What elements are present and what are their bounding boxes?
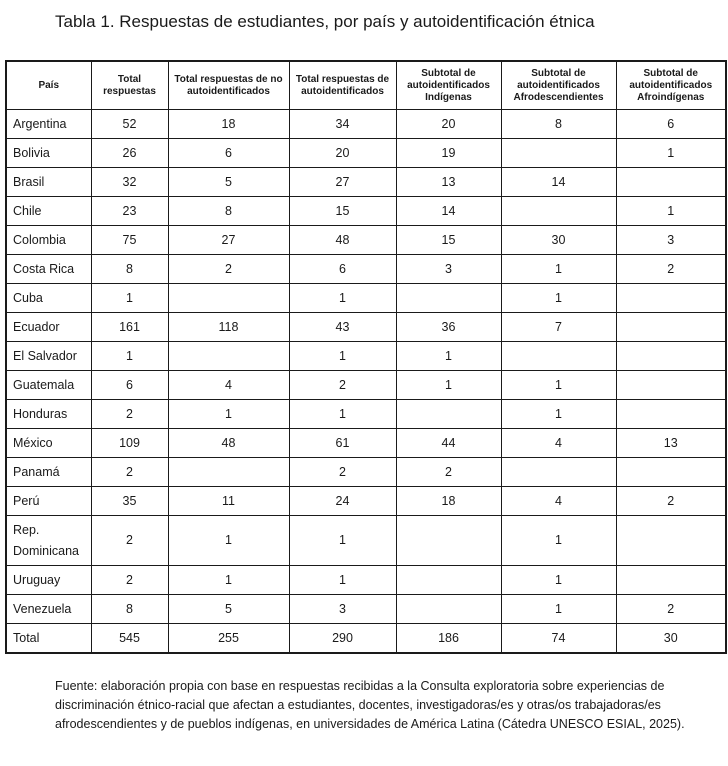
value-cell: 3 [289,595,396,624]
value-cell: 14 [396,197,501,226]
column-header: Total respuestas de autoidentificados [289,61,396,110]
table-row [6,110,726,139]
value-cell: 2 [91,400,168,429]
value-cell: 8 [168,197,289,226]
table-row [6,342,726,371]
value-cell [616,313,726,342]
value-cell: 61 [289,429,396,458]
value-cell: 19 [396,139,501,168]
value-cell: 3 [616,226,726,255]
value-cell: 1 [289,566,396,595]
value-cell [616,566,726,595]
value-cell: 6 [289,255,396,284]
value-cell: 48 [168,429,289,458]
country-cell: México [6,429,91,458]
value-cell [168,342,289,371]
value-cell: 34 [289,110,396,139]
value-cell: 1 [501,400,616,429]
value-cell: 186 [396,624,501,654]
value-cell: 2 [616,255,726,284]
country-cell: Perú [6,487,91,516]
country-cell: Chile [6,197,91,226]
value-cell: 161 [91,313,168,342]
value-cell [616,400,726,429]
value-cell: 52 [91,110,168,139]
country-cell: Cuba [6,284,91,313]
table-row [6,139,726,168]
value-cell [616,371,726,400]
country-cell: El Salvador [6,342,91,371]
value-cell: 1 [168,566,289,595]
value-cell: 1 [616,139,726,168]
country-cell: Panamá [6,458,91,487]
value-cell: 13 [616,429,726,458]
value-cell: 1 [91,342,168,371]
value-cell: 4 [501,429,616,458]
value-cell: 1 [396,371,501,400]
value-cell: 290 [289,624,396,654]
value-cell: 30 [501,226,616,255]
value-cell: 1 [396,342,501,371]
header-row [6,61,726,110]
table-row [6,595,726,624]
value-cell: 2 [168,255,289,284]
value-cell [396,400,501,429]
value-cell: 2 [616,595,726,624]
value-cell: 1 [501,516,616,566]
value-cell: 1 [501,566,616,595]
total-row [6,624,726,654]
value-cell: 1 [501,371,616,400]
value-cell: 5 [168,595,289,624]
value-cell [616,516,726,566]
country-cell: Bolivia [6,139,91,168]
value-cell: 26 [91,139,168,168]
value-cell: 8 [91,255,168,284]
country-cell: Rep. Dominicana [6,516,91,566]
value-cell: 3 [396,255,501,284]
value-cell: 43 [289,313,396,342]
column-header: Subtotal de autoidentificados Indígenas [396,61,501,110]
column-header: País [6,61,91,110]
value-cell: 23 [91,197,168,226]
country-cell: Colombia [6,226,91,255]
value-cell: 1 [168,516,289,566]
value-cell: 1 [91,284,168,313]
value-cell [616,458,726,487]
table-row [6,429,726,458]
value-cell: 2 [289,458,396,487]
value-cell: 74 [501,624,616,654]
value-cell: 1 [289,284,396,313]
country-cell: Brasil [6,168,91,197]
value-cell: 1 [289,342,396,371]
table-row [6,566,726,595]
value-cell: 4 [501,487,616,516]
column-header: Subtotal de autoidentificados Afrodescendientes [501,61,616,110]
value-cell: 14 [501,168,616,197]
value-cell: 18 [396,487,501,516]
value-cell: 75 [91,226,168,255]
value-cell: 35 [91,487,168,516]
table-title: Tabla 1. Respuestas de estudiantes, por país y autoidentificación étnica [55,12,595,31]
value-cell [616,342,726,371]
value-cell: 1 [501,595,616,624]
country-cell: Guatemala [6,371,91,400]
value-cell: 6 [616,110,726,139]
table-row [6,197,726,226]
value-cell: 11 [168,487,289,516]
value-cell: 48 [289,226,396,255]
column-header: Subtotal de autoidentificados Afroindígenas [616,61,726,110]
table-row [6,371,726,400]
value-cell: 8 [91,595,168,624]
value-cell: 2 [616,487,726,516]
value-cell: 15 [396,226,501,255]
value-cell: 109 [91,429,168,458]
country-cell: Ecuador [6,313,91,342]
country-cell: Argentina [6,110,91,139]
value-cell: 44 [396,429,501,458]
column-header: Total respuestas de no autoidentificados [168,61,289,110]
value-cell: 2 [289,371,396,400]
value-cell [396,284,501,313]
value-cell [501,139,616,168]
value-cell: 1 [289,516,396,566]
value-cell [501,197,616,226]
value-cell: 24 [289,487,396,516]
country-cell: Costa Rica [6,255,91,284]
value-cell: 2 [91,458,168,487]
value-cell: 1 [289,400,396,429]
value-cell: 255 [168,624,289,654]
value-cell [396,516,501,566]
value-cell: 4 [168,371,289,400]
value-cell: 36 [396,313,501,342]
value-cell: 7 [501,313,616,342]
source-note: Fuente: elaboración propia con base en respuestas recibidas a la Consulta exploratoria sobre experiencias de discriminación étnico-racial que afectan a estudiantes, docentes, investigadoras/es y otras/os trabajadoras/es afrodescendientes y de pueblos indígenas, en universidades de América Latina (Cátedra UNESCO ESIAL, 2025). [55,679,685,731]
country-cell: Honduras [6,400,91,429]
table-row [6,516,726,566]
value-cell: 1 [501,255,616,284]
value-cell: 30 [616,624,726,654]
country-cell: Total [6,624,91,654]
value-cell: 2 [91,566,168,595]
value-cell: 2 [396,458,501,487]
value-cell [168,458,289,487]
value-cell [396,595,501,624]
value-cell [501,458,616,487]
value-cell: 1 [168,400,289,429]
value-cell: 13 [396,168,501,197]
value-cell: 20 [289,139,396,168]
value-cell: 6 [168,139,289,168]
value-cell: 5 [168,168,289,197]
value-cell [168,284,289,313]
table-row [6,400,726,429]
table-row [6,284,726,313]
table-row [6,313,726,342]
value-cell: 6 [91,371,168,400]
value-cell: 118 [168,313,289,342]
value-cell: 2 [91,516,168,566]
column-header: Total respuestas [91,61,168,110]
value-cell: 18 [168,110,289,139]
table-row [6,168,726,197]
students-by-country-table [5,60,727,654]
value-cell [616,168,726,197]
value-cell: 15 [289,197,396,226]
value-cell: 32 [91,168,168,197]
table-row [6,255,726,284]
value-cell: 27 [289,168,396,197]
country-cell: Uruguay [6,566,91,595]
table-row [6,458,726,487]
value-cell: 20 [396,110,501,139]
value-cell: 8 [501,110,616,139]
table-row [6,226,726,255]
value-cell [501,342,616,371]
value-cell [616,284,726,313]
value-cell [396,566,501,595]
value-cell: 1 [616,197,726,226]
value-cell: 545 [91,624,168,654]
table-row [6,487,726,516]
value-cell: 1 [501,284,616,313]
country-cell: Venezuela [6,595,91,624]
value-cell: 27 [168,226,289,255]
